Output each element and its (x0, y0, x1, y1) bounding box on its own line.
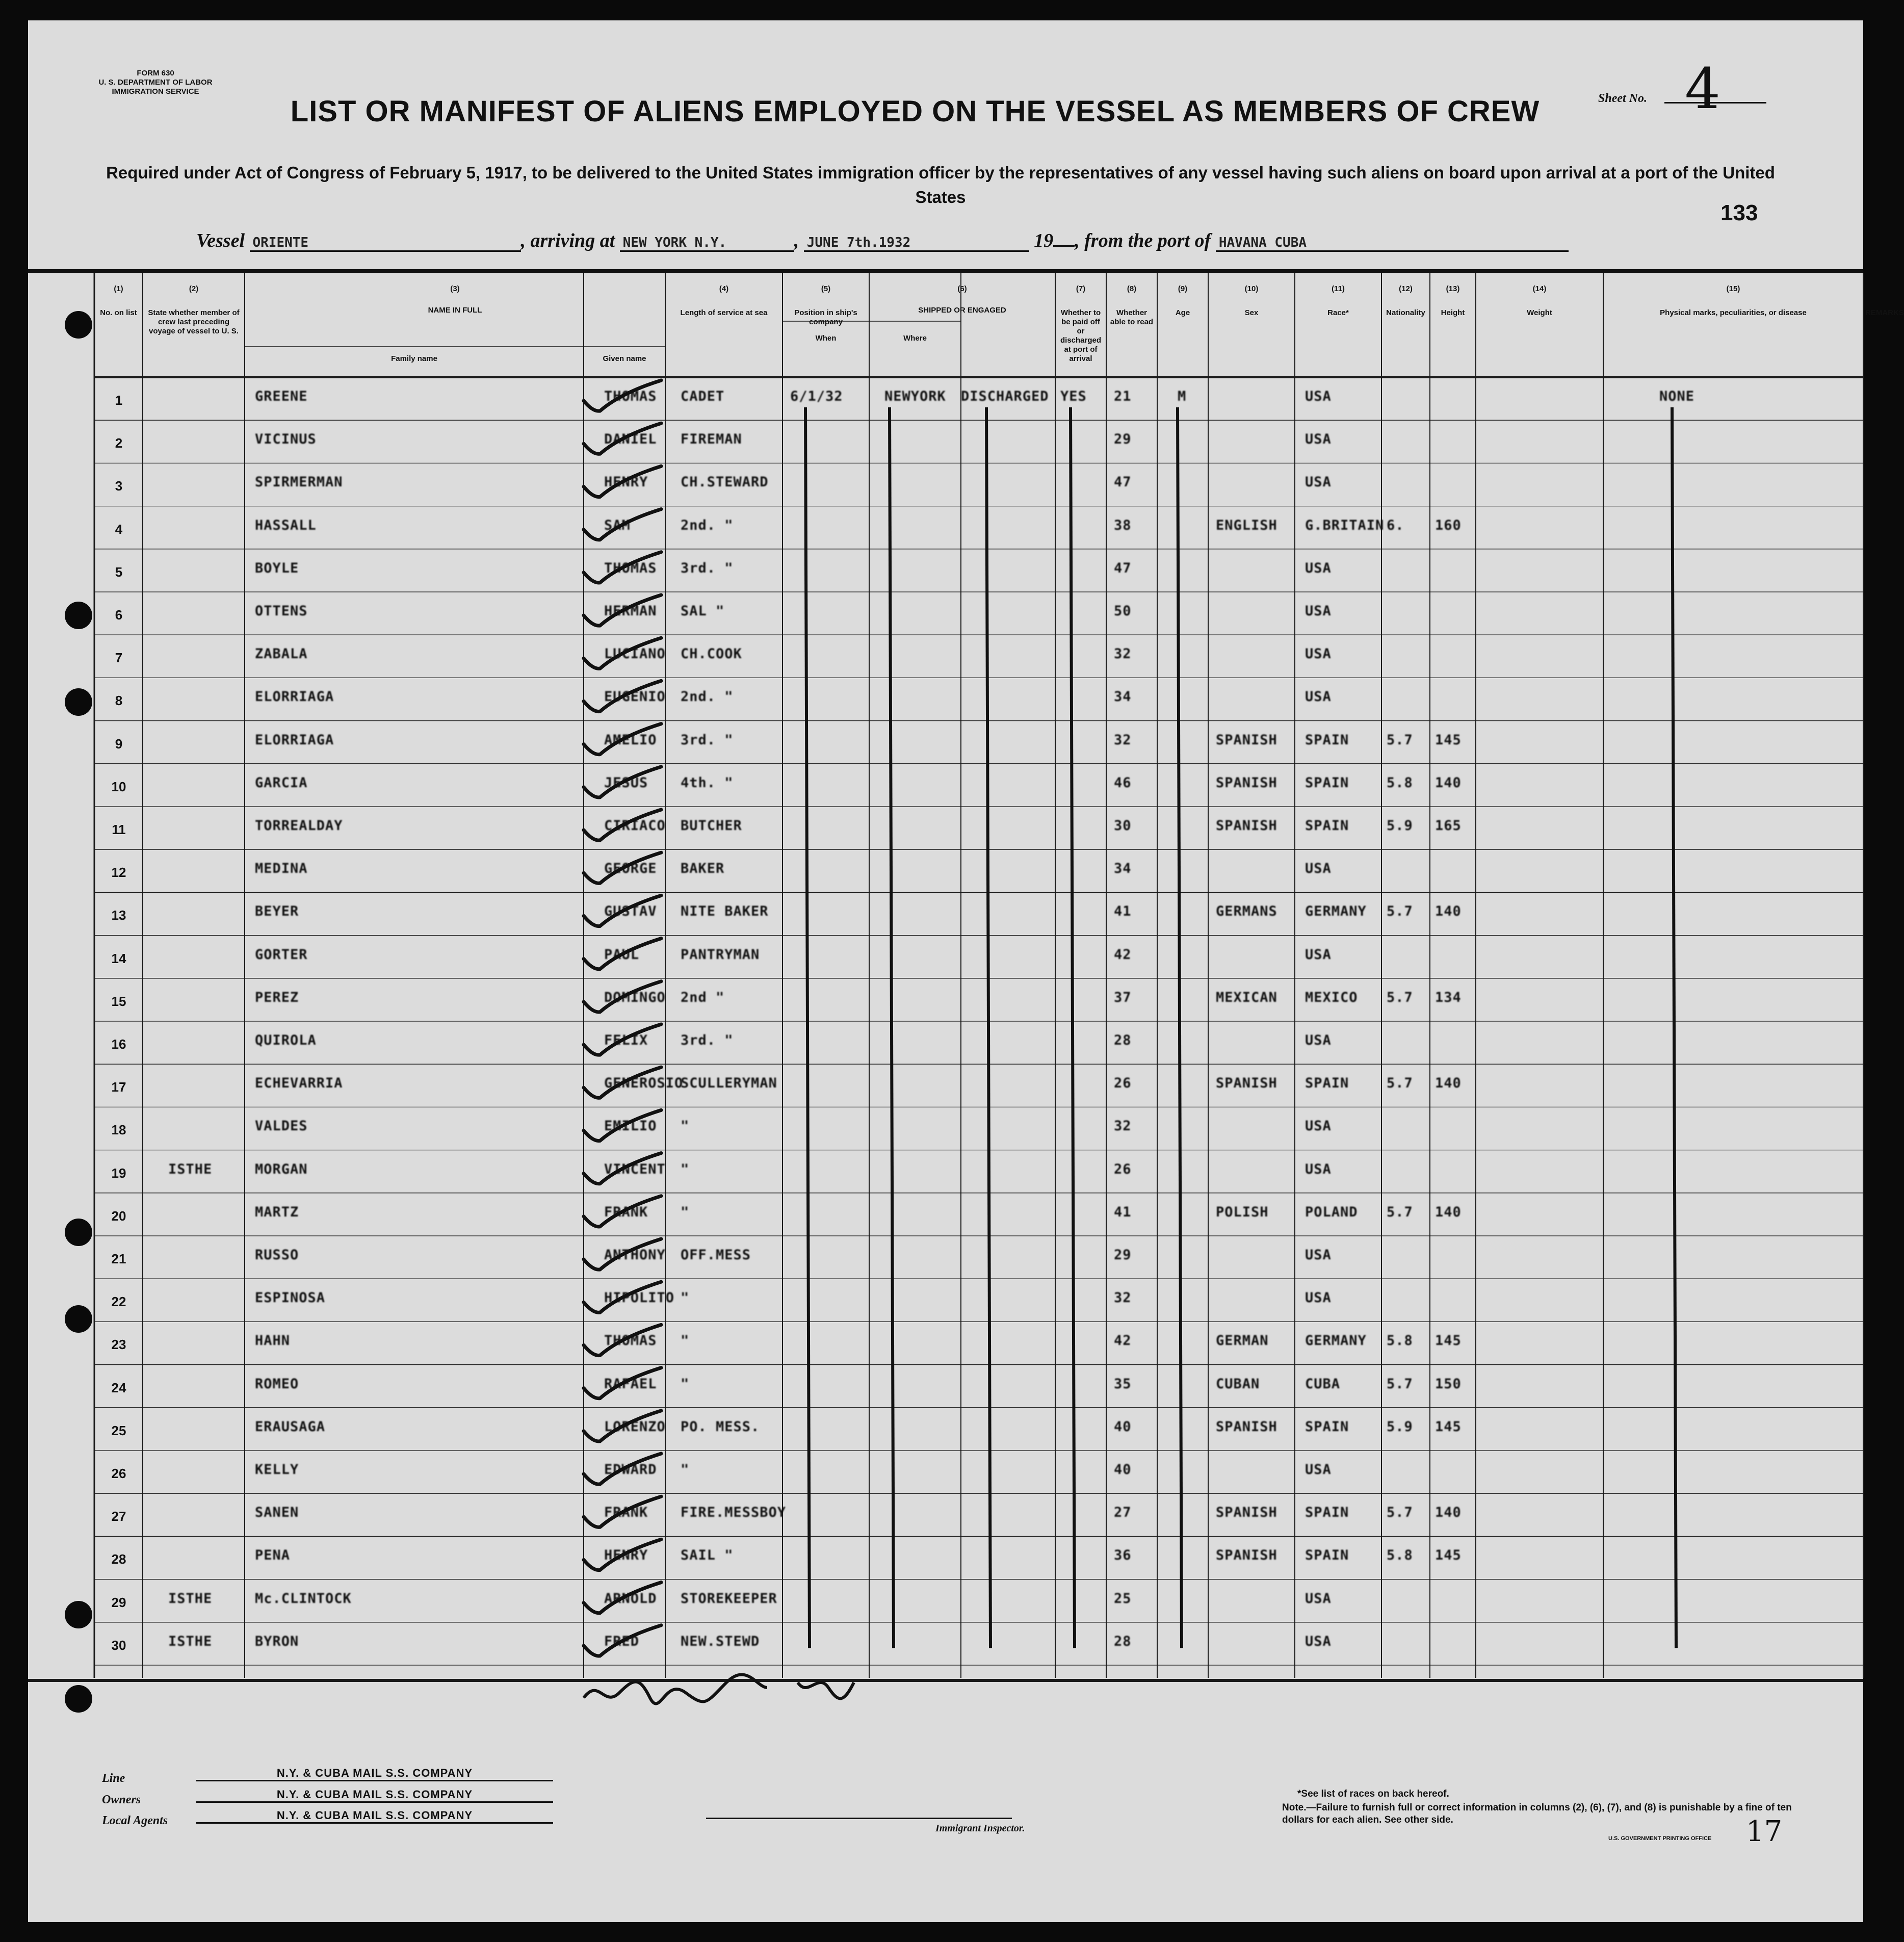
row-number: 20 (111, 1208, 126, 1224)
cell-nat: USA (1305, 431, 1332, 448)
cell-nat: USA (1305, 474, 1332, 490)
cell-family: BEYER (255, 903, 299, 920)
column-number: (3) (450, 284, 460, 293)
races-note: *See list of races on back hereof. (1297, 1789, 1449, 1799)
cell-ht: 5.7 (1387, 1075, 1413, 1092)
cell-family: ESPINOSA (255, 1290, 326, 1306)
ditto-stroke (890, 407, 894, 1648)
cell-given: GENEROSIO (604, 1075, 684, 1092)
cell-family: ERAUSAGA (255, 1418, 326, 1435)
cell-given: EMILIO (604, 1118, 657, 1134)
column-label: Length of service at sea (680, 308, 768, 317)
cell-nat: USA (1305, 646, 1332, 662)
cell-family: VALDES (255, 1118, 308, 1134)
row-number: 1 (115, 393, 123, 408)
cell-family: GARCIA (255, 774, 308, 791)
cell-nat: SPAIN (1305, 1075, 1349, 1092)
row-number: 9 (115, 736, 123, 752)
printer-mark: U.S. GOVERNMENT PRINTING OFFICE (1608, 1835, 1712, 1842)
row-number: 19 (111, 1165, 126, 1181)
cell-family: TORREALDAY (255, 818, 343, 834)
cell-nat: USA (1305, 1118, 1332, 1134)
cell-race: MEXICAN (1216, 989, 1277, 1005)
ditto-stroke (805, 407, 810, 1648)
row-number: 27 (111, 1509, 126, 1524)
owners-label: Owners (102, 1793, 141, 1806)
column-number: (5) (821, 284, 831, 293)
cell-pos: " (681, 1462, 690, 1478)
column-number: (15) (1726, 284, 1740, 293)
row-number: 24 (111, 1380, 126, 1395)
cell-marks: NONE (1659, 389, 1695, 404)
cell-age: 38 (1114, 517, 1132, 533)
column-label: Weight (1527, 308, 1552, 317)
cell-nat: SPAIN (1305, 1547, 1349, 1564)
cell-pos: PO. MESS. (681, 1418, 760, 1435)
cell-nat: GERMANY (1305, 903, 1367, 920)
cell-pos: 2nd. " (681, 689, 734, 705)
cell-age: 40 (1114, 1462, 1132, 1478)
row-number: 2 (115, 435, 123, 451)
cell-nat: CUBA (1305, 1376, 1341, 1392)
arriving-at: NEW YORK N.Y. (620, 235, 794, 252)
row-number: 6 (115, 607, 123, 623)
column-number: (8) (1127, 284, 1137, 293)
cell-age: 32 (1114, 1118, 1132, 1134)
owners-value: N.Y. & CUBA MAIL S.S. COMPANY (196, 1788, 553, 1803)
row-number: 28 (111, 1551, 126, 1567)
cell-age: 26 (1114, 1075, 1132, 1092)
cell-nat: USA (1305, 689, 1332, 705)
cell-pos: STOREKEEPER (681, 1590, 777, 1607)
row-number: 29 (111, 1594, 126, 1610)
cell-prev: ISTHE (168, 1590, 213, 1607)
cell-race: SPANISH (1216, 818, 1277, 834)
cell-race: CUBAN (1216, 1376, 1260, 1392)
cell-family: ELORRIAGA (255, 689, 334, 705)
agents-label: Local Agents (102, 1814, 168, 1827)
from-label: from the port of (1084, 230, 1211, 251)
column-label: Sex (1244, 308, 1259, 317)
cell-ht: 5.7 (1387, 1204, 1413, 1220)
cell-family: HAHN (255, 1333, 291, 1349)
column-number: (1) (114, 284, 123, 293)
cell-age: 29 (1114, 431, 1132, 448)
cell-given: HIPOLITO (604, 1290, 675, 1306)
cell-given: THOMAS (604, 389, 657, 404)
cell-wt: 140 (1435, 1075, 1462, 1092)
cell-pos: " (681, 1333, 690, 1349)
cell-race: SPANISH (1216, 1505, 1277, 1521)
cell-age: 36 (1114, 1547, 1132, 1564)
from-port: HAVANA CUBA (1216, 235, 1569, 252)
cell-given: PAUL (604, 946, 640, 963)
cell-given: CIRIACO (604, 818, 666, 834)
cell-family: PENA (255, 1547, 291, 1564)
cell-family: QUIROLA (255, 1032, 317, 1048)
cell-race: SPANISH (1216, 1075, 1277, 1092)
row-number: 15 (111, 993, 126, 1009)
cell-nat: USA (1305, 861, 1332, 877)
cell-family: BYRON (255, 1633, 299, 1649)
row-number: 18 (111, 1122, 126, 1138)
row-number: 30 (111, 1637, 126, 1653)
row-number: 13 (111, 908, 126, 923)
row-number: 22 (111, 1294, 126, 1310)
sheet-no-label: Sheet No. (1598, 92, 1647, 105)
column-label: Race* (1327, 308, 1349, 317)
column-number: (12) (1399, 284, 1413, 293)
cell-given: JESUS (604, 774, 648, 791)
cell-age: 37 (1114, 989, 1132, 1005)
row-number: 3 (115, 478, 123, 494)
row-number: 8 (115, 693, 123, 709)
cell-age: 28 (1114, 1633, 1132, 1649)
cell-nat: USA (1305, 1032, 1332, 1048)
arriving-label: arriving at (530, 230, 615, 251)
cell-family: ROMEO (255, 1376, 299, 1392)
cell-ht: 5.7 (1387, 903, 1413, 920)
cell-age: 35 (1114, 1376, 1132, 1392)
cell-given: RAFAEL (604, 1376, 657, 1392)
cell-age: 26 (1114, 1161, 1132, 1177)
cell-age: 28 (1114, 1032, 1132, 1048)
cell-nat: SPAIN (1305, 818, 1349, 834)
ditto-stroke (986, 407, 990, 1648)
column-label: Height (1441, 308, 1465, 317)
subheader-where: Where (903, 334, 927, 343)
row-number: 10 (111, 779, 126, 794)
cell-wt: 150 (1435, 1376, 1462, 1392)
column-label: SHIPPED OR ENGAGED (918, 306, 1006, 315)
cell-given: VINCENT (604, 1161, 666, 1177)
column-label: No. on list (100, 308, 137, 317)
cell-race: ENGLISH (1216, 517, 1277, 533)
cell-wt: 165 (1435, 818, 1462, 834)
cell-ht: 5.7 (1387, 1376, 1413, 1392)
cell-family: MARTZ (255, 1204, 299, 1220)
cell-age: 21 (1114, 389, 1132, 404)
cell-given: GUSTAV (604, 903, 657, 920)
column-number: (2) (189, 284, 199, 293)
cell-age: 42 (1114, 1333, 1132, 1349)
year-prefix: 19 (1034, 230, 1054, 251)
cell-family: GORTER (255, 946, 308, 963)
page-title: LIST OR MANIFEST OF ALIENS EMPLOYED ON THE VESSEL AS MEMBERS OF CREW (290, 95, 1540, 128)
column-label: NAME IN FULL (428, 306, 482, 315)
cell-race: GERMANS (1216, 903, 1277, 920)
cell-family: MORGAN (255, 1161, 308, 1177)
ditto-stroke (1672, 407, 1676, 1648)
column-number: (13) (1446, 284, 1460, 293)
cell-nat: POLAND (1305, 1204, 1358, 1220)
cell-given: THOMAS (604, 560, 657, 576)
cell-pos: 4th. " (681, 774, 734, 791)
row-number: 7 (115, 650, 123, 666)
cell-age: 42 (1114, 946, 1132, 963)
cell-family: PEREZ (255, 989, 299, 1005)
column-label: Nationality (1386, 308, 1425, 317)
cell-pos: " (681, 1290, 690, 1306)
cell-pos: FIRE.MESSBOY (681, 1505, 787, 1521)
cell-age: 34 (1114, 861, 1132, 877)
sheet-no: 4 (1685, 56, 1720, 121)
cell-pos: FIREMAN (681, 431, 742, 448)
cell-wt: 145 (1435, 732, 1462, 748)
cell-pos: SAIL " (681, 1547, 734, 1564)
cell-age: 32 (1114, 1290, 1132, 1306)
cell-pos: CADET (681, 389, 725, 404)
cell-wt: 145 (1435, 1333, 1462, 1349)
cell-wt: 145 (1435, 1418, 1462, 1435)
row-number: 21 (111, 1251, 126, 1266)
cell-given: THOMAS (604, 1333, 657, 1349)
cell-given: LORENZO (604, 1418, 666, 1435)
cell-pos: SCULLERYMAN (681, 1075, 777, 1092)
manifest-sheet (28, 20, 1904, 1922)
row-number: 5 (115, 564, 123, 580)
row-number: 26 (111, 1466, 126, 1481)
row-number: 17 (111, 1079, 126, 1095)
row-number: 23 (111, 1337, 126, 1353)
cell-pos: " (681, 1376, 690, 1392)
cell-nat: SPAIN (1305, 774, 1349, 791)
cell-wt: 140 (1435, 1204, 1462, 1220)
stamp-number: 133 (1720, 200, 1758, 225)
cell-family: HASSALL (255, 517, 317, 533)
cell-pos: " (681, 1161, 690, 1177)
cell-given: FRANK (604, 1204, 648, 1220)
ditto-stroke (1071, 407, 1075, 1648)
cell-pos: NEW.STEWD (681, 1633, 760, 1649)
vessel-name: ORIENTE (250, 235, 521, 252)
column-label: Age (1175, 308, 1190, 317)
row-number: 12 (111, 865, 126, 881)
page-corner-number: 17 (1746, 1815, 1783, 1848)
cell-family: ELORRIAGA (255, 732, 334, 748)
cell-nat: SPAIN (1305, 1418, 1349, 1435)
cell-nat: USA (1305, 1161, 1332, 1177)
cell-given: AMELIO (604, 732, 657, 748)
subheader-given: Given name (603, 354, 646, 363)
cell-age: 29 (1114, 1247, 1132, 1263)
cell-ht: 5.8 (1387, 1333, 1413, 1349)
column-number: (14) (1532, 284, 1547, 293)
cell-age: 30 (1114, 818, 1132, 834)
column-number: (6) (957, 284, 967, 293)
cell-pos: NITE BAKER (681, 903, 769, 920)
cell-race: SPANISH (1216, 732, 1277, 748)
agents-value: N.Y. & CUBA MAIL S.S. COMPANY (196, 1809, 553, 1824)
cell-pos: " (681, 1118, 690, 1134)
arrival-date: JUNE 7th.1932 (804, 235, 1029, 252)
cell-age: 32 (1114, 646, 1132, 662)
cell-nat: SPAIN (1305, 732, 1349, 748)
cell-race: SPANISH (1216, 774, 1277, 791)
cell-age: 40 (1114, 1418, 1132, 1435)
cell-ht: 5.9 (1387, 818, 1413, 834)
column-number: (10) (1244, 284, 1259, 293)
cell-ht: 5.7 (1387, 1505, 1413, 1521)
cell-race: POLISH (1216, 1204, 1269, 1220)
cell-age: 32 (1114, 732, 1132, 748)
cell-age: 41 (1114, 1204, 1132, 1220)
cell-family: ECHEVARRIA (255, 1075, 343, 1092)
cell-read: YES (1060, 389, 1087, 404)
column-label: Whether able to read (1110, 308, 1154, 326)
cell-family: BOYLE (255, 560, 299, 576)
cell-nat: USA (1305, 1290, 1332, 1306)
cell-nat: USA (1305, 1633, 1332, 1649)
cell-pos: OFF.MESS (681, 1247, 751, 1263)
inspector-label: Immigrant Inspector. (935, 1823, 1025, 1834)
cell-given: ANTHONY (604, 1247, 666, 1263)
cell-nat: USA (1305, 389, 1332, 404)
column-number: (7) (1076, 284, 1086, 293)
form-id: FORM 630 U. S. DEPARTMENT OF LABOR IMMIGRATION SERVICE (98, 69, 213, 96)
cell-pos: CH.STEWARD (681, 474, 769, 490)
cell-wt: 140 (1435, 1505, 1462, 1521)
cell-wt: 140 (1435, 774, 1462, 791)
cell-ht: 5.7 (1387, 989, 1413, 1005)
cell-pos: SAL " (681, 603, 725, 619)
penalty-note: Note.—Failure to furnish full or correct information in columns (2), (6), (7), and (8) is punishable by a fine of ten dollars for each alien. See other side. (1282, 1802, 1792, 1825)
vessel-label: Vessel (196, 230, 245, 251)
cell-given: FRED (604, 1633, 640, 1649)
cell-ht: 5.7 (1387, 732, 1413, 748)
cell-age: 47 (1114, 474, 1132, 490)
cell-race: SPANISH (1216, 1418, 1277, 1435)
cell-pos: BUTCHER (681, 818, 742, 834)
cell-family: RUSSO (255, 1247, 299, 1263)
cell-given: DOMINGO (604, 989, 666, 1005)
cell-family: VICINUS (255, 431, 317, 448)
cell-nat: USA (1305, 946, 1332, 963)
line-label: Line (102, 1772, 125, 1785)
row-number: 14 (111, 950, 126, 966)
row-number: 16 (111, 1037, 126, 1052)
cell-sex: M (1178, 389, 1187, 404)
cell-wt: 160 (1435, 517, 1462, 533)
column-number: (11) (1332, 284, 1345, 293)
cell-when: 6/1/32 (790, 389, 843, 404)
cell-family: ZABALA (255, 646, 308, 662)
cell-where: NEWYORK (884, 389, 946, 404)
cell-pos: 3rd. " (681, 560, 734, 576)
vessel-line: Vessel ORIENTE , arriving at NEW YORK N.Y. , JUNE 7th.1932 19 , from the port of HAVANA CUBA (196, 229, 1569, 252)
subheader-family: Family name (391, 354, 437, 363)
cell-given: EDWARD (604, 1462, 657, 1478)
cell-family: KELLY (255, 1462, 299, 1478)
cell-given: FELIX (604, 1032, 648, 1048)
row-number: 11 (112, 822, 126, 837)
cell-prev: ISTHE (168, 1161, 213, 1177)
column-label: Position in ship's company (794, 308, 857, 326)
subheader-when: When (815, 334, 837, 343)
column-label: Whether to be paid off or discharged at port of arrival (1060, 308, 1102, 363)
row-number: 4 (115, 521, 123, 537)
cell-nat: SPAIN (1305, 1505, 1349, 1521)
cell-given: ARNOLD (604, 1590, 657, 1607)
cell-family: OTTENS (255, 603, 308, 619)
column-number: (9) (1178, 284, 1188, 293)
cell-ht: 5.8 (1387, 774, 1413, 791)
cell-given: LUCIANO (604, 646, 666, 662)
cell-wt: 134 (1435, 989, 1462, 1005)
cell-wt: 145 (1435, 1547, 1462, 1564)
cell-family: SANEN (255, 1505, 299, 1521)
cell-age: 34 (1114, 689, 1132, 705)
cell-pos: " (681, 1204, 690, 1220)
cell-nat: MEXICO (1305, 989, 1358, 1005)
cell-age: 47 (1114, 560, 1132, 576)
cell-given: GEORGE (604, 861, 657, 877)
column-number: (4) (719, 284, 729, 293)
cell-nat: USA (1305, 560, 1332, 576)
cell-disch: DISCHARGED (961, 389, 1049, 404)
cell-age: 46 (1114, 774, 1132, 791)
cell-given: SAM (604, 517, 631, 533)
cell-given: DANIEL (604, 431, 657, 448)
page-subtitle: Required under Act of Congress of February 5, 1917, to be delivered to the United States immigration officer by the representatives of any vessel having such aliens on board upon arrival at a port of the United States (106, 163, 1775, 206)
cell-pos: 2nd " (681, 989, 725, 1005)
column-label: State whether member of crew last preceding voyage of vessel to U. S. (148, 308, 240, 335)
cell-age: 27 (1114, 1505, 1132, 1521)
cell-prev: ISTHE (168, 1633, 213, 1649)
row-number: 25 (111, 1422, 126, 1438)
cell-pos: 2nd. " (681, 517, 734, 533)
cell-family: MEDINA (255, 861, 308, 877)
cell-ht: 5.8 (1387, 1547, 1413, 1564)
cell-nat: USA (1305, 1462, 1332, 1478)
cell-given: EUGENIO (604, 689, 666, 705)
cell-ht: 6. (1387, 517, 1404, 533)
inspector-line (706, 1818, 1012, 1819)
ditto-stroke (1178, 407, 1182, 1648)
column-label: Physical marks, peculiarities, or disease (1660, 308, 1807, 317)
cell-nat: G.BRITAIN (1305, 517, 1385, 533)
cell-given: HENRY (604, 1547, 648, 1564)
cell-family: GREENE (255, 389, 308, 404)
cell-ht: 5.9 (1387, 1418, 1413, 1435)
cell-family: SPIRMERMAN (255, 474, 343, 490)
cell-race: SPANISH (1216, 1547, 1277, 1564)
cell-race: GERMAN (1216, 1333, 1269, 1349)
cell-nat: USA (1305, 1247, 1332, 1263)
column-label: REMARKS (1865, 308, 1904, 317)
cell-pos: BAKER (681, 861, 725, 877)
cell-age: 50 (1114, 603, 1132, 619)
cell-given: FRANK (604, 1505, 648, 1521)
cell-wt: 140 (1435, 903, 1462, 920)
cell-pos: PANTRYMAN (681, 946, 760, 963)
cell-given: HENRY (604, 474, 648, 490)
cell-family: Mc.CLINTOCK (255, 1590, 352, 1607)
cell-pos: CH.COOK (681, 646, 742, 662)
cell-pos: 3rd. " (681, 1032, 734, 1048)
line-value: N.Y. & CUBA MAIL S.S. COMPANY (196, 1767, 553, 1781)
cell-nat: GERMANY (1305, 1333, 1367, 1349)
cell-given: HERMAN (604, 603, 657, 619)
cell-nat: USA (1305, 1590, 1332, 1607)
cell-nat: USA (1305, 603, 1332, 619)
cell-age: 25 (1114, 1590, 1132, 1607)
cell-pos: 3rd. " (681, 732, 734, 748)
cell-age: 41 (1114, 903, 1132, 920)
